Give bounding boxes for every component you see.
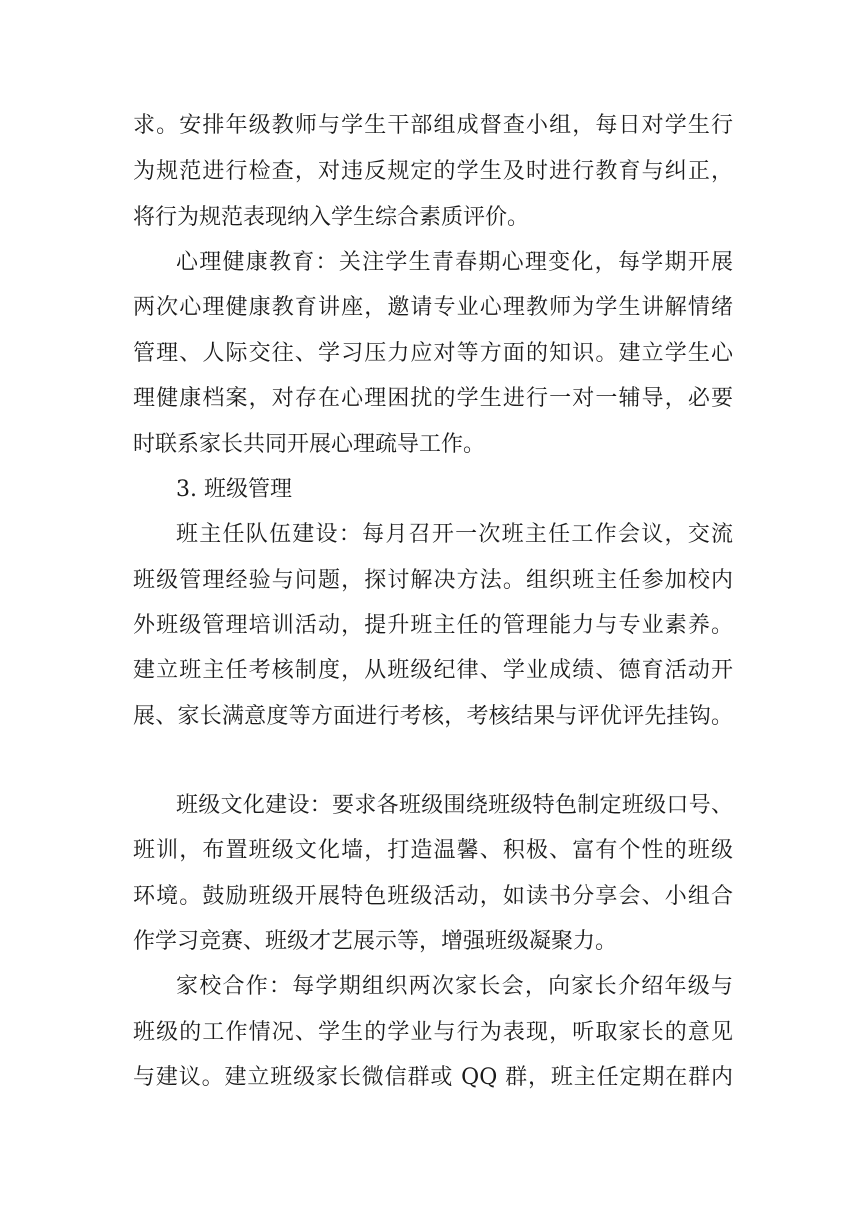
paragraph-line: 班级文化建设：要求各班级围绕班级特色制定班级口号、	[176, 793, 733, 818]
paragraph-line: 心理健康教育：关注学生青春期心理变化，每学期开展	[176, 250, 733, 275]
paragraph-line: 将行为规范表现纳入学生综合素质评价。	[133, 205, 530, 230]
paragraph-line: 求。安排年级教师与学生干部组成督查小组，每日对学生行	[133, 113, 733, 138]
paragraph-line: 家校合作：每学期组织两次家长会，向家长介绍年级与	[176, 974, 733, 999]
paragraph-line: 管理、人际交往、学习压力应对等方面的知识。建立学生心	[133, 341, 733, 366]
paragraph-line: 展、家长满意度等方面进行考核，考核结果与评优评先挂钩。	[133, 704, 733, 729]
section-heading: 3. 班级管理	[176, 477, 292, 502]
paragraph-line: 理健康档案，对存在心理困扰的学生进行一对一辅导，必要	[133, 386, 733, 411]
paragraph-line: 两次心理健康教育讲座，邀请专业心理教师为学生讲解情绪	[133, 295, 733, 320]
paragraph-line: 与建议。建立班级家长微信群或 QQ 群，班主任定期在群内	[133, 1065, 733, 1090]
paragraph-line: 环境。鼓励班级开展特色班级活动，如读书分享会、小组合	[133, 884, 733, 909]
paragraph-line: 班主任队伍建设：每月召开一次班主任工作会议，交流	[176, 522, 733, 547]
paragraph-line: 班训，布置班级文化墙，打造温馨、积极、富有个性的班级	[133, 838, 733, 863]
paragraph-line: 时联系家长共同开展心理疏导工作。	[133, 432, 486, 457]
paragraph-line: 为规范进行检查，对违反规定的学生及时进行教育与纠正，	[133, 159, 733, 184]
paragraph-line: 班级的工作情况、学生的学业与行为表现，听取家长的意见	[133, 1020, 733, 1045]
paragraph-line: 班级管理经验与问题，探讨解决方法。组织班主任参加校内	[133, 568, 733, 593]
paragraph-line: 建立班主任考核制度，从班级纪律、学业成绩、德育活动开	[133, 658, 733, 683]
paragraph-line: 外班级管理培训活动，提升班主任的管理能力与专业素养。	[133, 613, 733, 638]
paragraph-line: 作学习竞赛、班级才艺展示等，增强班级凝聚力。	[133, 929, 618, 954]
